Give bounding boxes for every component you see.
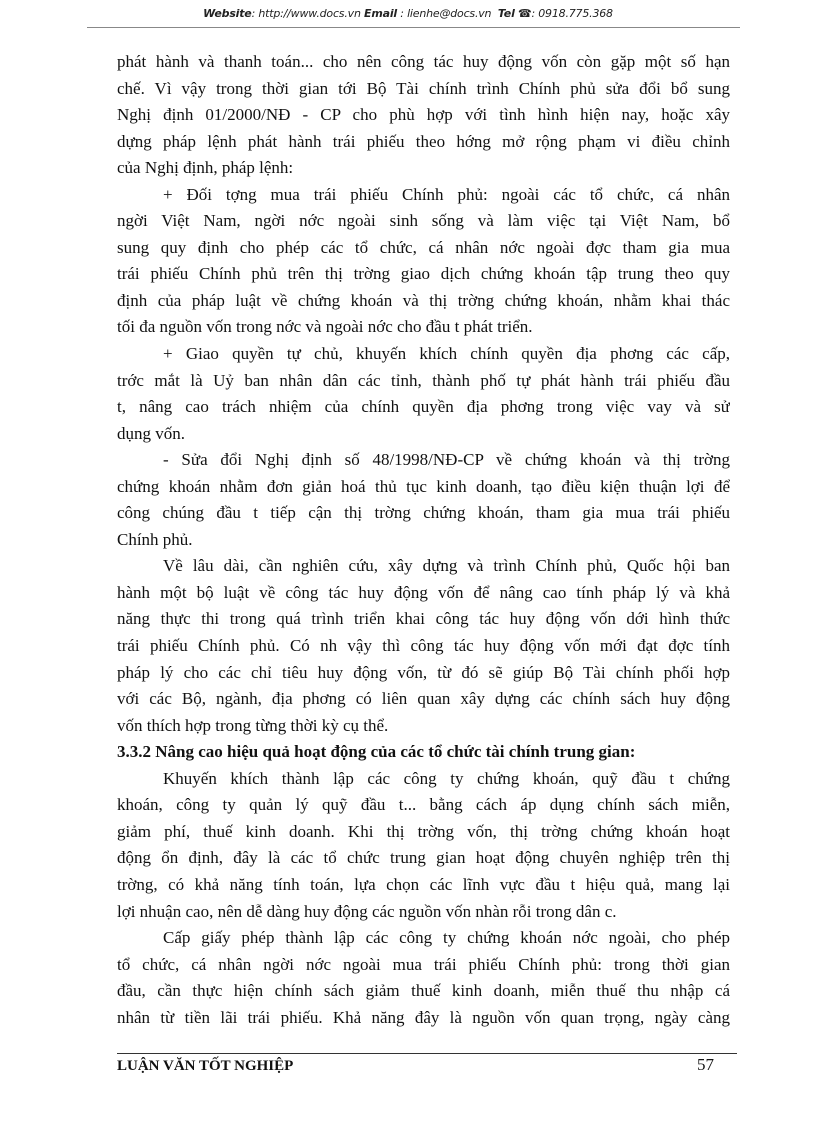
text-line: của Nghị định, pháp lệnh:: [117, 158, 294, 178]
text-line: Cấp giấy phép thành lập các công ty chứng khoán nớc ngoài, cho phép: [163, 928, 730, 948]
text-line: trái phiếu Chính phủ trên thị trờng giao dịch chứng khoán tập trung theo quy: [117, 264, 730, 284]
header-rule: [87, 27, 740, 28]
text-line: sung quy định cho phép các tổ chức, cá nhân nớc ngoài đợc tham gia mua: [117, 237, 730, 257]
text-line: với các Bộ, ngành, địa phơng có liên quan xây dựng các chính sách huy động: [117, 689, 730, 709]
text-line: lợi nhuận cao, nên dễ dàng huy động các nguồn vốn nhàn rỗi trong dân c.: [117, 901, 617, 921]
section-heading: 3.3.2 Nâng cao hiệu quả hoạt động của các tổ chức tài chính trung gian:: [117, 742, 636, 762]
text-line: hành một bộ luật về công tác huy động vốn để nâng cao tính pháp lý và khả: [117, 582, 730, 602]
text-line: ngời Việt Nam, ngời nớc ngoài sinh sống và làm việc tại Việt Nam, bổ: [117, 211, 730, 231]
text-line: nhân từ tiền lãi trái phiếu. Khả năng đây là nguồn vốn quan trọng, ngày càng: [117, 1007, 730, 1027]
text-line: Về lâu dài, cần nghiên cứu, xây dựng và trình Chính phủ, Quốc hội ban: [163, 556, 730, 576]
text-line: dụng vốn.: [117, 423, 185, 443]
text-line: phát hành và thanh toán... cho nên công tác huy động vốn còn gặp một số hạn: [117, 52, 730, 71]
website-label: Website: [203, 7, 252, 20]
text-line: - Sửa đổi Nghị định số 48/1998/NĐ-CP về chứng khoán và thị trờng: [163, 450, 730, 470]
page-number: 57: [697, 1055, 714, 1074]
footer-rule: [117, 1053, 737, 1054]
text-line: động ổn định, đây là các tổ chức trung gian hoạt động chuyên nghiệp trên thị: [117, 848, 730, 868]
tel-label: Tel: [497, 7, 515, 20]
text-line: chứng khoán nhằm đơn giản hoá thủ tục kinh doanh, tạo điều kiện thuận lợi để: [117, 476, 730, 496]
text-line: định của pháp luật về chứng khoán và thị trờng chứng khoán, nhằm khai thác: [117, 290, 730, 310]
text-line: t, nâng cao trách nhiệm của chính quyền địa phơng trong việc vay và sử: [117, 397, 730, 417]
text-line: trớc mắt là Uỷ ban nhân dân các tỉnh, thành phố tự phát hành trái phiếu đầu: [117, 370, 730, 390]
text-line: chế. Vì vậy trong thời gian tới Bộ Tài chính trình Chính phủ sửa đổi bổ sung: [117, 78, 730, 98]
footer-title: LUẬN VĂN TỐT NGHIỆP: [117, 1058, 294, 1074]
text-line: + Đối tợng mua trái phiếu Chính phủ: ngoài các tổ chức, cá nhân: [163, 184, 730, 204]
text-line: đầu, cần thực hiện chính sách giảm thuế kinh doanh, miễn thuế thu nhập cá: [117, 981, 730, 1001]
page-header: [0, 7, 816, 20]
document-body: [117, 49, 730, 1031]
email-address: : lienhe@docs.vn: [396, 7, 492, 20]
text-line: pháp lý cho các chỉ tiêu huy động vốn, từ đó sẽ giúp Bộ Tài chính phối hợp: [117, 662, 730, 682]
text-line: năng thực thi trong quá trình triển khai công tác huy động vốn dới hình thức: [117, 609, 730, 629]
text-line: khoán, công ty quản lý quỹ đầu t... bằng cách áp dụng chính sách miễn,: [117, 795, 730, 815]
text-line: trái phiếu Chính phủ. Có nh vậy thì công tác huy động vốn mới đạt đợc tính: [117, 636, 730, 656]
text-line: vốn thích hợp trong từng thời kỳ cụ thể.: [117, 715, 389, 735]
text-line: Nghị định 01/2000/NĐ - CP cho phù hợp với tình hình hiện nay, hoặc xây: [117, 105, 730, 125]
text-line: tổ chức, cá nhân ngời nớc ngoài mua trái phiếu Chính phủ: trong thời gian: [117, 954, 730, 974]
email-label: Email: [364, 7, 397, 20]
text-line: giảm phí, thuế kinh doanh. Khi thị trờng vốn, thị trờng chứng khoán hoạt: [117, 821, 730, 841]
text-line: Khuyến khích thành lập các công ty chứng khoán, quỹ đầu t chứng: [163, 768, 730, 788]
text-line: + Giao quyền tự chủ, khuyến khích chính quyền địa phơng các cấp,: [163, 344, 730, 364]
text-line: tối đa nguồn vốn trong nớc và ngoài nớc cho đầu t phát triển.: [117, 317, 533, 337]
text-line: trờng, có khả năng tính toán, lựa chọn các lĩnh vực đầu t hiệu quả, mang lại: [117, 874, 730, 894]
text-line: công chúng đầu t tiếp cận thị trờng chứng khoán, tham gia mua trái phiếu: [117, 503, 730, 523]
text-line: dựng pháp lệnh phát hành trái phiếu theo hớng mở rộng phạm vi điều chỉnh: [117, 131, 730, 151]
website-url: : http://www.docs.vn: [251, 7, 361, 20]
tel-number: : 0918.775.368: [531, 7, 613, 20]
phone-icon: ☎: [517, 7, 532, 20]
text-line: Chính phủ.: [117, 529, 193, 549]
